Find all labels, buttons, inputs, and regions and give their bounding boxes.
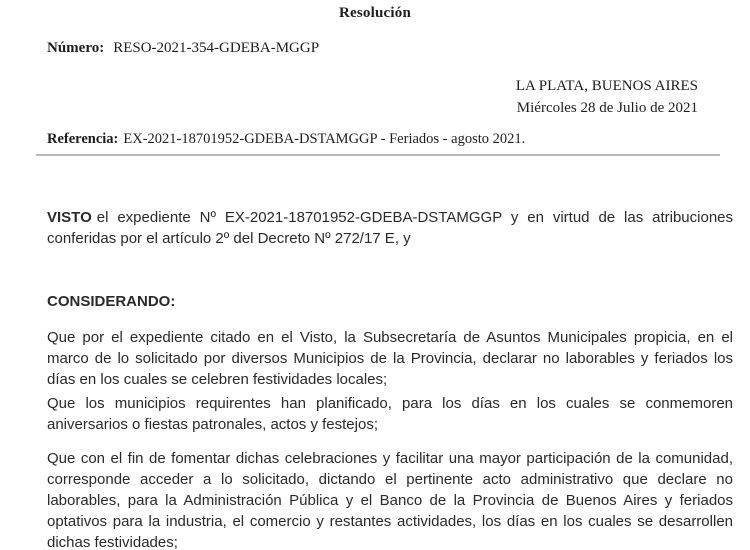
considerando-paragraph: Que por el expediente citado en el Visto, la Subsecretaría de Asuntos Municipales propicia, en el marco de lo solicitado por diversos Municipios de la Provincia, declarar no laborables y feriados los días en los cuales se celebren festividades locales; [47, 329, 733, 388]
document-number-line [47, 40, 319, 57]
document-body [47, 207, 733, 550]
horizontal-divider [36, 154, 720, 156]
number-label: Número: [47, 40, 105, 56]
place-line: LA PLATA, BUENOS AIRES [515, 78, 698, 94]
reference-value: EX-2021-18701952-GDEBA-DSTAMGGP - Feriados - agosto 2021. [123, 131, 526, 147]
visto-paragraph [47, 207, 733, 249]
considerando-paragraph: Que los municipios requirentes han planificado, para los días en los cuales se conmemoren aniversarios o fiestas patronales, actos y festejos; [47, 395, 733, 433]
date-line: Miércoles 28 de Julio de 2021 [516, 100, 698, 116]
reference-label: Referencia: [47, 131, 119, 147]
number-value: RESO-2021-354-GDEBA-MGGP [113, 40, 320, 56]
considerando-paragraph: Que con el fin de fomentar dichas celebraciones y facilitar una mayor participación de la comunidad, corresponde acceder a lo solicitado, dictando el pertinente acto administrativo que declare no laborables, para la Administración Pública y el Banco de la Provincia de Buenos Aires y feriados optativos para la industria, el comercio y restantes actividades, los días en los cuales se desarrollen dichas festividades; [47, 450, 733, 550]
considerando-heading: CONSIDERANDO: [47, 293, 176, 310]
reference-line [47, 131, 525, 148]
place-date-block [516, 75, 698, 119]
visto-label: VISTO [47, 209, 92, 226]
document-title: Resolución [338, 5, 411, 21]
visto-text: el expediente Nº EX-2021-18701952-GDEBA-DSTAMGGP y en virtud de las atribuciones conferidas por el artículo 2º del Decreto Nº 272/17 E, y [47, 209, 733, 247]
